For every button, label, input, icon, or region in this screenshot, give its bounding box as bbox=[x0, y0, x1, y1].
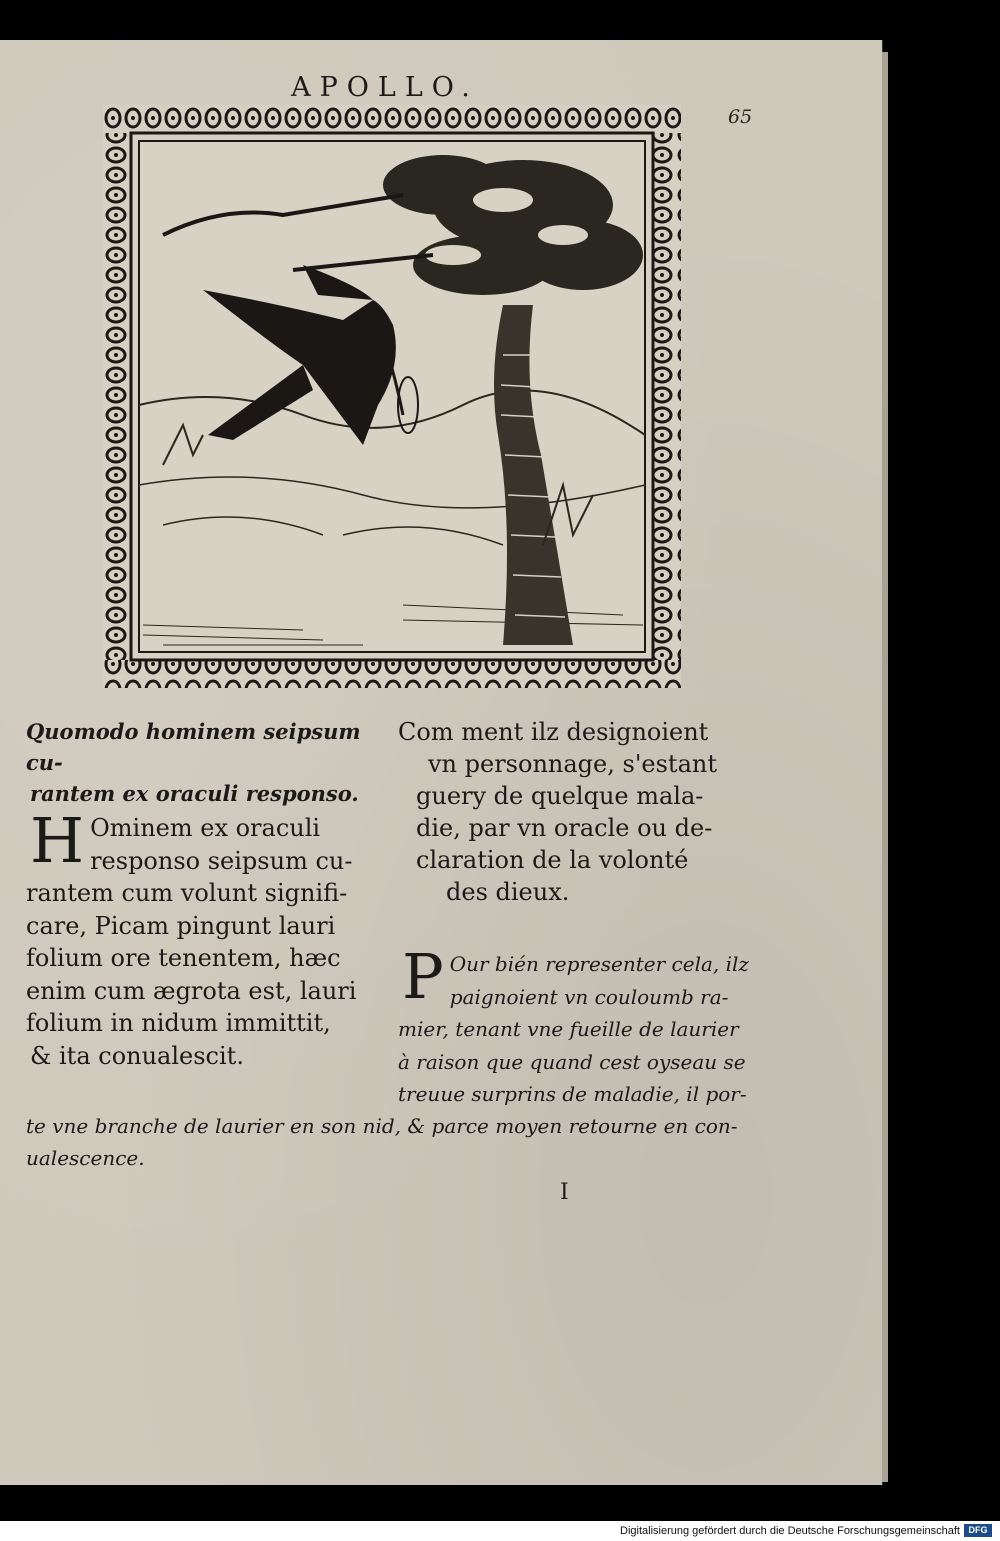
french-body-line-3: mier, tenant vne fueille de laurier bbox=[398, 1017, 739, 1041]
latin-drop-cap: H bbox=[30, 804, 85, 877]
french-cont-line-2: ualescence. bbox=[26, 1146, 145, 1170]
french-heading-line-5: claration de la volonté bbox=[416, 846, 689, 874]
latin-body bbox=[26, 804, 376, 1072]
latin-body-line-5: folium ore tenentem, hæc bbox=[26, 944, 341, 972]
french-body-continuation bbox=[26, 1110, 746, 1174]
latin-body-line-8: & ita conualescit. bbox=[30, 1041, 244, 1070]
page-edge bbox=[882, 52, 888, 1482]
french-body-line-2: paignoient vn couloumb ra- bbox=[449, 984, 729, 1009]
french-heading-line-3: guery de quelque mala- bbox=[416, 782, 704, 810]
latin-body-line-1: Ominem ex oraculi bbox=[90, 814, 321, 842]
latin-heading-line-1: Quomodo hominem seipsum cu- bbox=[26, 719, 361, 775]
latin-body-line-3: rantem cum volunt signifi- bbox=[26, 879, 348, 907]
latin-heading-line-2: rantem ex oraculi responso. bbox=[30, 781, 359, 806]
french-heading-line-4: die, par vn oracle ou de- bbox=[416, 814, 713, 842]
latin-body-line-7: folium in nidum immittit, bbox=[26, 1009, 331, 1037]
latin-body-line-6: enim cum ægrota est, lauri bbox=[26, 976, 357, 1005]
footer-credit: Digitalisierung gefördert durch die Deutsche Forschungsgemeinschaft bbox=[620, 1525, 960, 1537]
french-body-line-4: à raison que quand cest oyseau se bbox=[398, 1049, 746, 1074]
french-body bbox=[398, 940, 758, 1111]
running-head: APOLLO. bbox=[291, 72, 479, 103]
french-body-line-5: treuue surprins de maladie, il por- bbox=[398, 1082, 747, 1106]
page-number: 65 bbox=[728, 106, 753, 128]
latin-body-line-4: care, Picam pingunt lauri bbox=[26, 911, 336, 940]
dfg-logo-icon: DFG bbox=[964, 1524, 992, 1537]
french-heading-line-1: Com ment ilz designoient bbox=[398, 718, 709, 746]
french-drop-cap: P bbox=[402, 940, 444, 1013]
french-cont-line-1: te vne branche de laurier en son nid, & parce moyen retourne en con- bbox=[26, 1114, 738, 1138]
latin-heading bbox=[26, 716, 376, 809]
french-heading-line-6: des dieux. bbox=[446, 878, 570, 906]
french-heading-line-2: vn personnage, s'estant bbox=[428, 750, 717, 778]
latin-body-line-2: responso seipsum cu- bbox=[90, 846, 353, 875]
french-body-line-1: Our bién representer cela, ilz bbox=[449, 952, 749, 976]
footer-bar bbox=[0, 1521, 1000, 1541]
signature-mark: I bbox=[560, 1180, 569, 1205]
woodcut-illustration bbox=[103, 105, 681, 688]
french-heading bbox=[398, 716, 748, 908]
